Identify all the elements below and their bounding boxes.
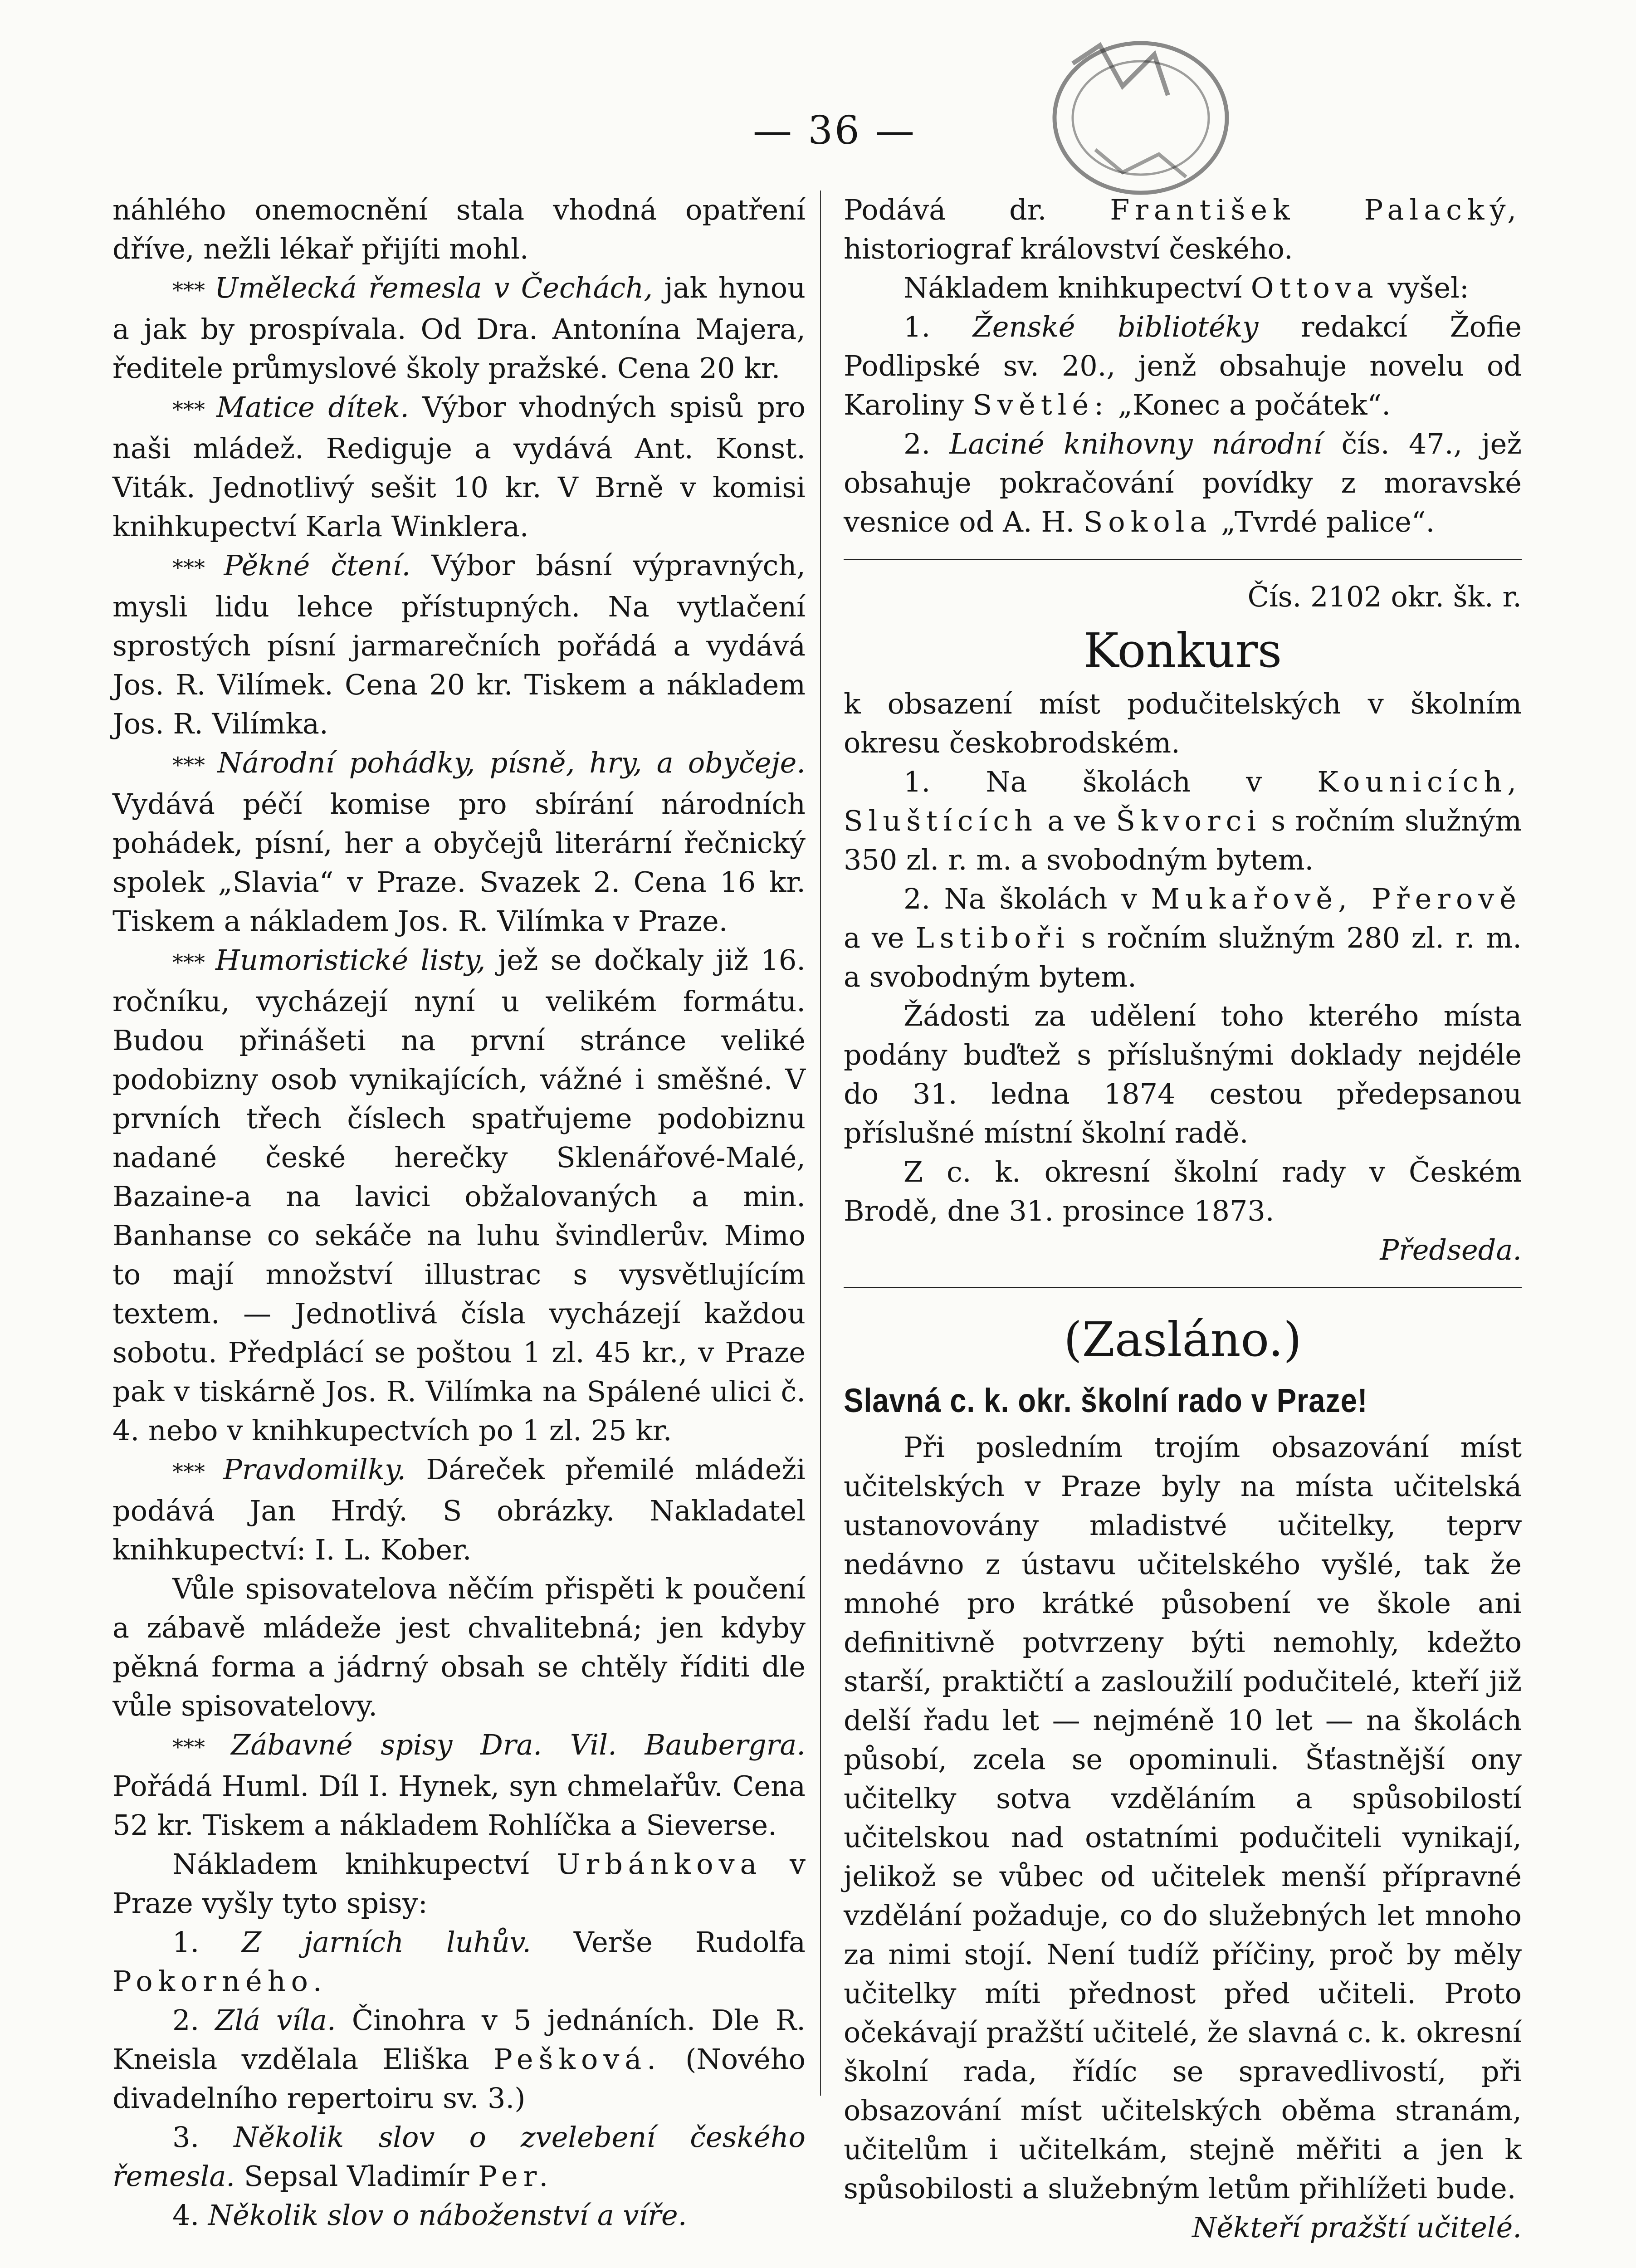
notice-matice-ditek: *** Matice dítek. Výbor vhodných spisů pro naši mládež. Rediguje a vydává Ant. Konst. Viták. Jednotlivý sešit 10 kr. V Brně v komisi knihkupectví Karla Winklera. <box>112 391 806 543</box>
konkurs-item-2: 2. Na školách v Mukařově, Přerově a ve Lstiboři s ročním služným 280 zl. r. m. a svobodným bytem. <box>844 882 1522 993</box>
zaslano-signature: Někteří pražští učitelé. <box>1192 2211 1522 2244</box>
notice-humoristicke-listy: *** Humoristické listy, jež se dočkaly již 16. ročníku, vycházejí nyní u velikém formátu. Budou přinášeti na první stránce veliké podobizny osob vynikajících, vážné i směšné. V prvních třech číslech spatřujeme podobiznu nadané české herečky Sklenářové-Malé, Bazaine-a na lavici obžalovaných a min. Banhanse co sekáče na luhu švindlerův. Mimo to mají množství illustrac s vysvětlujícím textem. — Jednotlivá čísla vycházejí každou sobotu. Předplácí se poštou 1 zl. 45 kr., v Praze pak v tiskárně Jos. R. Vilímka na Spálené ulici č. 4. nebo v knihkupectvích po 1 zl. 25 kr. <box>112 943 806 1447</box>
column-divider <box>820 191 821 2096</box>
konkurs-intro: k obsazení míst podučitelských v školním okresu českobrodském. <box>844 687 1522 759</box>
konkurs-instructions: Žádosti za udělení toho kterého místa podány buďtež s příslušnými doklady nejdéle do 31. ledna 1874 cestou předepsanou příslušné místní školní radě. <box>844 999 1522 1149</box>
right-column <box>844 191 1522 2247</box>
konkurs-reference: Čís. 2102 okr. šk. r. <box>1247 580 1522 613</box>
notice-zabavne-spisy: *** Zábavné spisy Dra. Vil. Baubergra. Pořádá Huml. Díl I. Hynek, syn chmelařův. Cena 52 kr. Tiskem a nákladem Rohlíčka a Sieverse. <box>112 1728 806 1842</box>
zaslano-body: Při posledním trojím obsazování míst učitelských v Praze byly na místa učitelská ustanovovány mladistvé učitelky, teprv nedávno z ústavu učitelského vyšlé, tak že mnohé pro krátké působení ve škole ani definitivně potvrzeny býti nemohly, kdežto starší, praktičtí a zasloužilí podučitelé, kteří již delší řadu let — nejméně 10 let — na školách působí, zcela se opominuli. Šťastnější ony učitelky sotva vzděláním a spůsobilostí učitelskou nad ostatními podučiteli vynikají, jelikož se vůbec od učitelek menší přípravné vzdělání požaduje, co do služebných let mnoho za nimi stojí. Není tudíž příčiny, proč by měly učitelky míti přednost před učiteli. Proto očekávají pražští učitelé, že slavná c. k. okresní školní rada, řídíc se spravedlivostí, při obsazování míst učitelských oběma stranám, učitelům i učitelkám, stejně měřiti a jen k spůsobilosti a služebným letům přihlížeti bude. <box>844 1431 1522 2205</box>
palacky-paragraph: Podává dr. František Palacký, historiograf království českého. <box>844 193 1522 265</box>
zaslano-heading: Slavná c. k. okr. školní rado v Praze! <box>844 1382 1368 1419</box>
review-paragraph: Vůle spisovatelova něčím přispěti k poučení a zábavě mládeže jest chvalitebná; jen kdyby pěkná forma a jádrný obsah se chtěly říditi dle vůle spisovatelovy. <box>112 1572 806 1722</box>
section-divider <box>844 559 1522 560</box>
urbanek-intro: Nákladem knihkupectví Urbánkova v Praze vyšly tyto spisy: <box>112 1848 806 1920</box>
zaslano-title: (Zasláno.) <box>1064 1312 1302 1367</box>
notice-umelecka-remesla: *** Umělecká řemesla v Čechách, jak hynou a jak by prospívala. Od Dra. Antonína Majera, ředitele průmyslové školy pražské. Cena 20 kr. <box>112 271 806 385</box>
section-divider <box>844 1287 1522 1288</box>
otto-intro: Nákladem knihkupectví Ottova vyšel: <box>903 271 1469 304</box>
konkurs-title: Konkurs <box>1083 623 1282 678</box>
otto-item-1: 1. Ženské bibliotéky redakcí Žofie Podlipské sv. 20., jenž obsahuje novelu od Karoliny Světlé: „Konec a počátek“. <box>844 310 1522 421</box>
konkurs-signature: Předseda. <box>1380 1233 1522 1266</box>
konkurs-date: Z c. k. okresní školní rady v Českém Brodě, dne 31. prosince 1873. <box>844 1155 1522 1227</box>
otto-item-2: 2. Laciné knihovny národní čís. 47., jež obsahuje pokračování povídky z moravské vesnice od A. H. Sokola „Tvrdé palice“. <box>844 427 1522 538</box>
urbanek-item-3: 3. Několik slov o zvelebení českého řemesla. Sepsal Vladimír Per. <box>112 2121 806 2193</box>
left-column <box>112 191 806 2235</box>
page-number: — 36 — <box>752 108 917 153</box>
left-paragraph-1: náhlého onemocnění stala vhodná opatření dříve, nežli lékař přijíti mohl. <box>112 193 806 265</box>
notice-narodni-pohadky: *** Národní pohádky, písně, hry, a obyčeje. Vydává péčí komise pro sbírání národních pohádek, písní, her a obyčejů literární řečnický spolek „Slavia“ v Praze. Svazek 2. Cena 16 kr. Tiskem a nákladem Jos. R. Vilímka v Praze. <box>112 746 806 938</box>
urbanek-item-1: 1. Z jarních luhův. Verše Rudolfa Pokorného. <box>112 1926 806 1998</box>
urbanek-item-4: 4. Několik slov o náboženství a víře. <box>172 2199 687 2232</box>
notice-pravdomilky: *** Pravdomilky. Dáreček přemilé mládeži podává Jan Hrdý. S obrázky. Nakladatel knihkupectví: I. L. Kober. <box>112 1453 806 1566</box>
notice-pekne-cteni: *** Pěkné čtení. Výbor básní výpravných, mysli lidu lehce přístupných. Na vytlačení sprostých písní jarmarečních pořádá a vydává Jos. R. Vilímek. Cena 20 kr. Tiskem a nákladem Jos. R. Vilímka. <box>112 549 806 740</box>
urbanek-item-2: 2. Zlá víla. Činohra v 5 jednáních. Dle R. Kneisla vzdělala Eliška Pešková. (Nového divadelního repertoiru sv. 3.) <box>112 2004 806 2115</box>
konkurs-item-1: 1. Na školách v Kounicích, Sluštících a ve Škvorci s ročním služným 350 zl. r. m. a svobodným bytem. <box>844 765 1522 876</box>
